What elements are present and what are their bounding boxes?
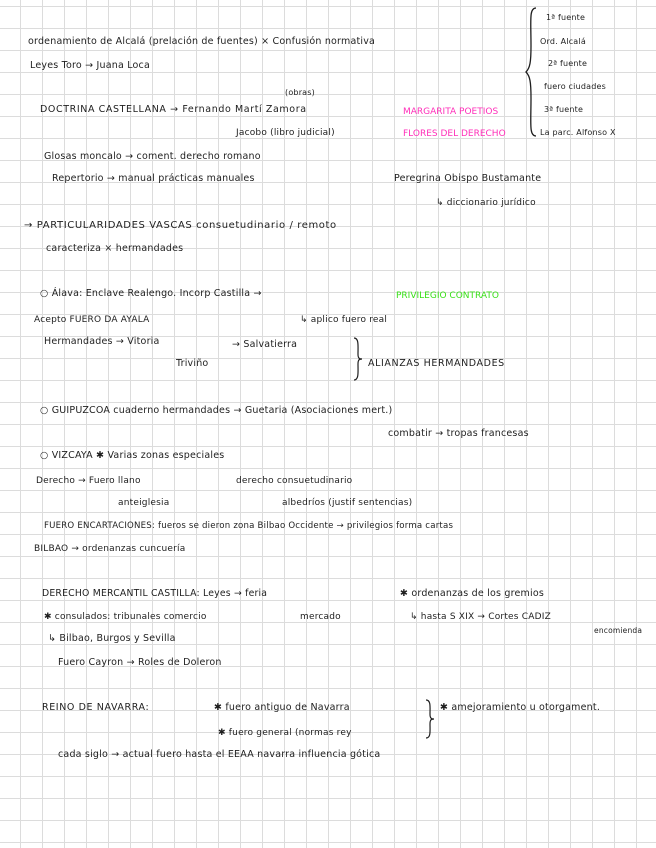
- right-list-item-1: 1ª fuente: [546, 13, 586, 22]
- note-obras: (obras): [285, 88, 315, 97]
- right-list-item-4: fuero ciudades: [544, 82, 606, 91]
- line-derecho-mercantil: DERECHO MERCANTIL CASTILLA: Leyes → feria: [42, 588, 268, 599]
- line-derecho-consuetudinario: derecho consuetudinario: [236, 476, 353, 486]
- line-alianzas-hermandades: ALIANZAS HERMANDADES: [368, 358, 505, 369]
- line-diccionario: ↳ diccionario jurídico: [436, 198, 536, 208]
- line-salvatierra: → Salvatierra: [232, 339, 298, 350]
- brace-navarra: [424, 698, 436, 740]
- heading-reino-navarra: REINO DE NAVARRA:: [42, 702, 150, 713]
- line-albedrios: albedríos (justif sentencias): [282, 498, 413, 508]
- line-bilbao-burgos-sevilla: ↳ Bilbao, Burgos y Sevilla: [48, 633, 176, 644]
- line-repertorio: Repertorio → manual prácticas manuales: [52, 173, 255, 184]
- line-combatir: combatir → tropas francesas: [388, 428, 529, 439]
- highlight-privilegio-contrato: PRIVILEGIO CONTRATO: [396, 291, 499, 301]
- line-aplico-fuero: ↳ aplico fuero real: [300, 315, 388, 325]
- line-vizcaya: ○ VIZCAYA ✱ Varias zonas especiales: [40, 450, 225, 461]
- right-curly-brace: [524, 6, 538, 138]
- line-mercado: mercado: [300, 612, 341, 622]
- right-list-item-2: Ord. Alcalá: [540, 37, 586, 46]
- line-derecho-fuero-llano: Derecho → Fuero llano: [36, 476, 141, 486]
- line-cada-siglo: cada siglo → actual fuero hasta el EEAA navarra influencia gótica: [58, 749, 381, 760]
- line-hasta-cortes: ↳ hasta S XIX → Cortes CADIZ: [410, 612, 551, 622]
- line-trivino: Triviño: [176, 358, 209, 369]
- line-acepto-fuero: Acepto FUERO DA AYALA: [34, 315, 150, 325]
- line-fuero-general: ✱ fuero general (normas rey: [218, 728, 352, 738]
- brace-alianzas: [352, 336, 364, 382]
- line-consulados: ✱ consulados: tribunales comercio: [44, 612, 207, 622]
- line-guipuzcoa: ○ GUIPUZCOA cuaderno hermandades → Guetaria (Asociaciones mert.): [40, 405, 393, 416]
- line-jacobo: Jacobo (libro judicial): [236, 128, 335, 138]
- heading-particularidades-vascas: → PARTICULARIDADES VASCAS consuetudinario / remoto: [24, 220, 337, 231]
- line-caracteriza: caracteriza × hermandades: [46, 243, 184, 254]
- right-list-item-3: 2ª fuente: [548, 59, 588, 68]
- line-alava: ○ Álava: Enclave Realengo. Incorp Castilla →: [40, 288, 262, 299]
- right-list-item-5: 3ª fuente: [544, 105, 584, 114]
- line-anteiglesia: anteiglesia: [118, 498, 170, 508]
- line-amejoramiento: ✱ amejoramiento u otorgament.: [440, 702, 601, 713]
- line-fuero-encartaciones: FUERO ENCARTACIONES: fueros se dieron zona Bilbao Occidente → privilegios forma cartas: [44, 521, 454, 531]
- line-fuero-cayron: Fuero Cayron → Roles de Doleron: [58, 657, 222, 668]
- line-ordenamiento: ordenamiento de Alcalá (prelación de fuentes) × Confusión normativa: [28, 36, 376, 47]
- line-leyes-toro: Leyes Toro → Juana Loca: [30, 60, 151, 71]
- note-encomienda: encomienda: [594, 626, 643, 635]
- line-doctrina-castellana: DOCTRINA CASTELLANA → Fernando Martí Zamora: [40, 104, 307, 115]
- line-glosas: Glosas moncalo → coment. derecho romano: [44, 151, 261, 162]
- highlight-margarita: MARGARITA POETIOS: [403, 107, 499, 117]
- right-list-item-6: La parc. Alfonso X: [540, 128, 616, 137]
- line-fuero-antiguo: ✱ fuero antiguo de Navarra: [214, 702, 350, 713]
- line-hermandades: Hermandades → Vitoria: [44, 336, 160, 347]
- line-peregrina: Peregrina Obispo Bustamante: [394, 173, 542, 184]
- highlight-flores-derecho: FLORES DEL DERECHO: [403, 129, 506, 139]
- line-bilbao: BILBAO → ordenanzas cuncuería: [34, 544, 186, 554]
- line-ordenanzas-gremios: ✱ ordenanzas de los gremios: [400, 588, 544, 599]
